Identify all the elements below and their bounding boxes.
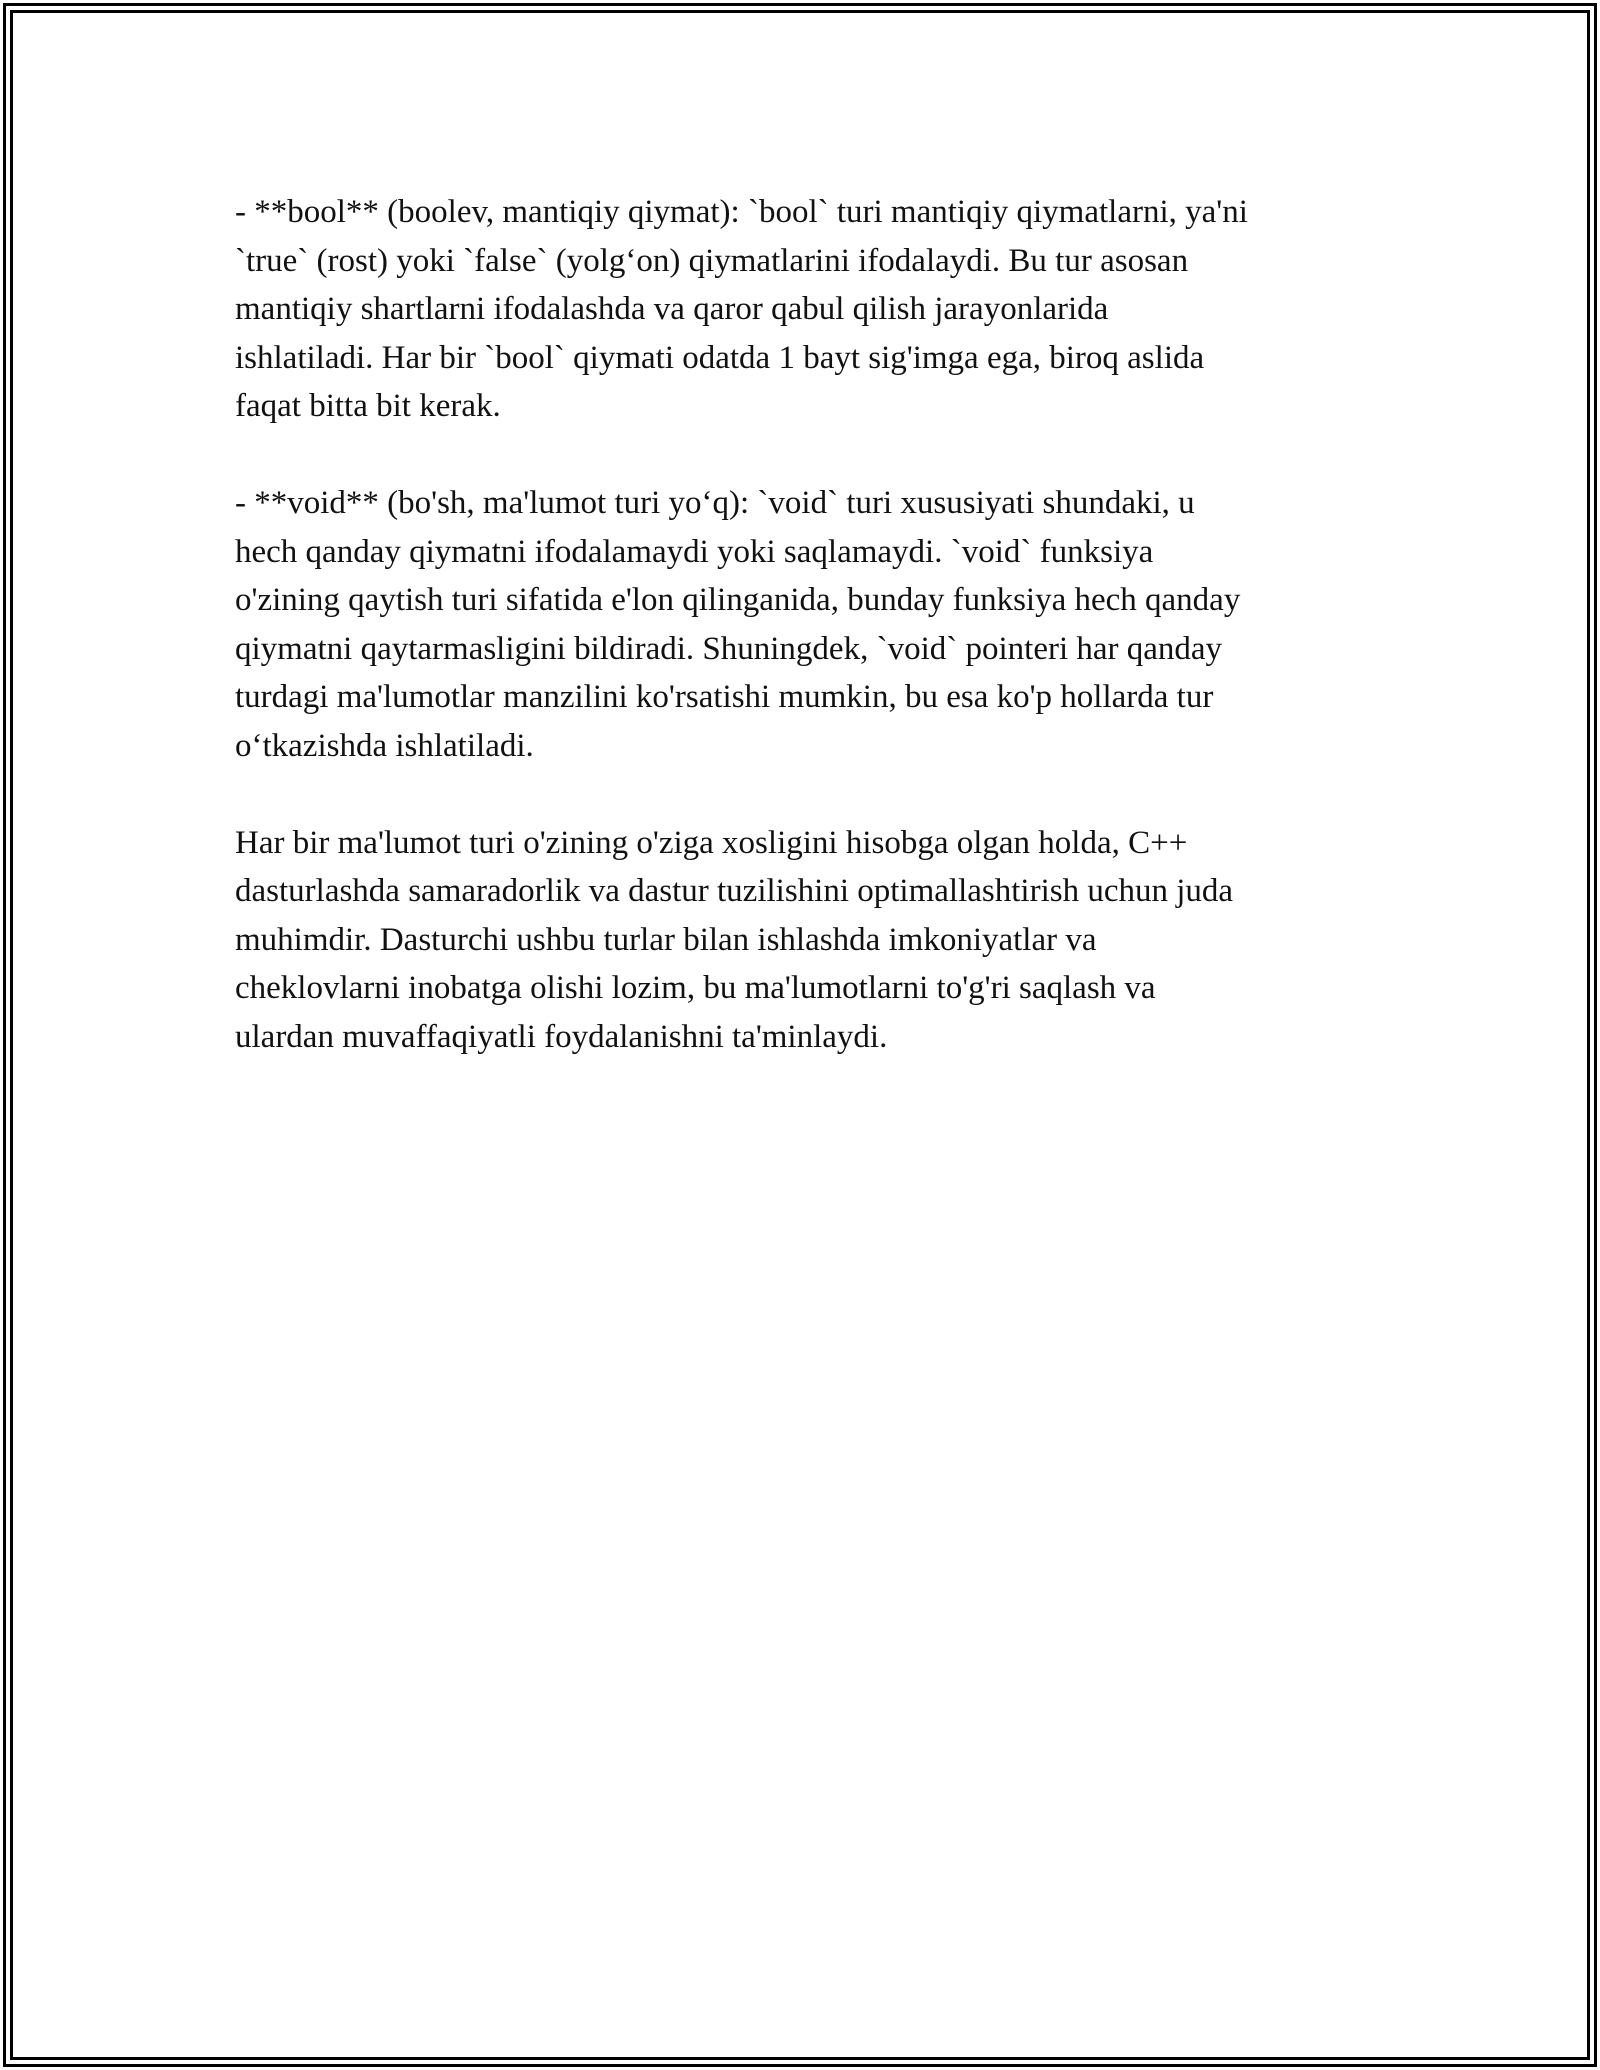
text-line: turdagi ma'lumotlar manzilini ko'rsatishi mumkin, bu esa ko'p hollarda tur xyxy=(235,679,1214,715)
text-line: o‘tkazishda ishlatiladi. xyxy=(235,727,534,764)
text-line: hech qanday qiymatni ifodalamaydi yoki saqlamaydi. `void` funksiya xyxy=(235,533,1154,570)
text-line: cheklovlarni inobatga olishi lozim, bu ma'lumotlarni to'g'ri saqlash va xyxy=(235,970,1156,1006)
text-line: qiymatni qaytarmasligini bildiradi. Shuningdek, `void` pointeri har qanday xyxy=(235,630,1223,667)
text-line: mantiqiy shartlarni ifodalashda va qaror qabul qilish jarayonlarida xyxy=(235,291,1109,327)
text-line: faqat bitta bit kerak. xyxy=(235,388,501,424)
document-body xyxy=(235,188,1385,1061)
text-line: - **bool** (boolev, mantiqiy qiymat): `bool` turi mantiqiy qiymatlarni, ya'ni xyxy=(235,194,1248,230)
text-line: dasturlashda samaradorlik va dastur tuzilishini optimallashtirish uchun juda xyxy=(235,873,1234,909)
paragraph-void xyxy=(235,479,1385,770)
paragraph-bool xyxy=(235,188,1385,431)
text-line: ulardan muvaffaqiyatli foydalanishni ta'minlaydi. xyxy=(235,1018,888,1055)
text-line: Har bir ma'lumot turi o'zining o'ziga xosligini hisobga olgan holda, C++ xyxy=(235,824,1188,861)
text-line: `true` (rost) yoki `false` (yolg‘on) qiymatlarini ifodalaydi. Bu tur asosan xyxy=(235,242,1189,279)
text-line: ishlatiladi. Har bir `bool` qiymati odatda 1 bayt sig'imga ega, biroq aslida xyxy=(235,339,1205,376)
text-line: muhimdir. Dasturchi ushbu turlar bilan ishlashda imkoniyatlar va xyxy=(235,921,1097,958)
text-line: - **void** (bo'sh, ma'lumot turi yo‘q): `void` turi xususiyati shundaki, u xyxy=(235,485,1195,521)
paragraph-summary xyxy=(235,819,1385,1062)
text-line: o'zining qaytish turi sifatida e'lon qilinganida, bunday funksiya hech qanday xyxy=(235,582,1241,618)
